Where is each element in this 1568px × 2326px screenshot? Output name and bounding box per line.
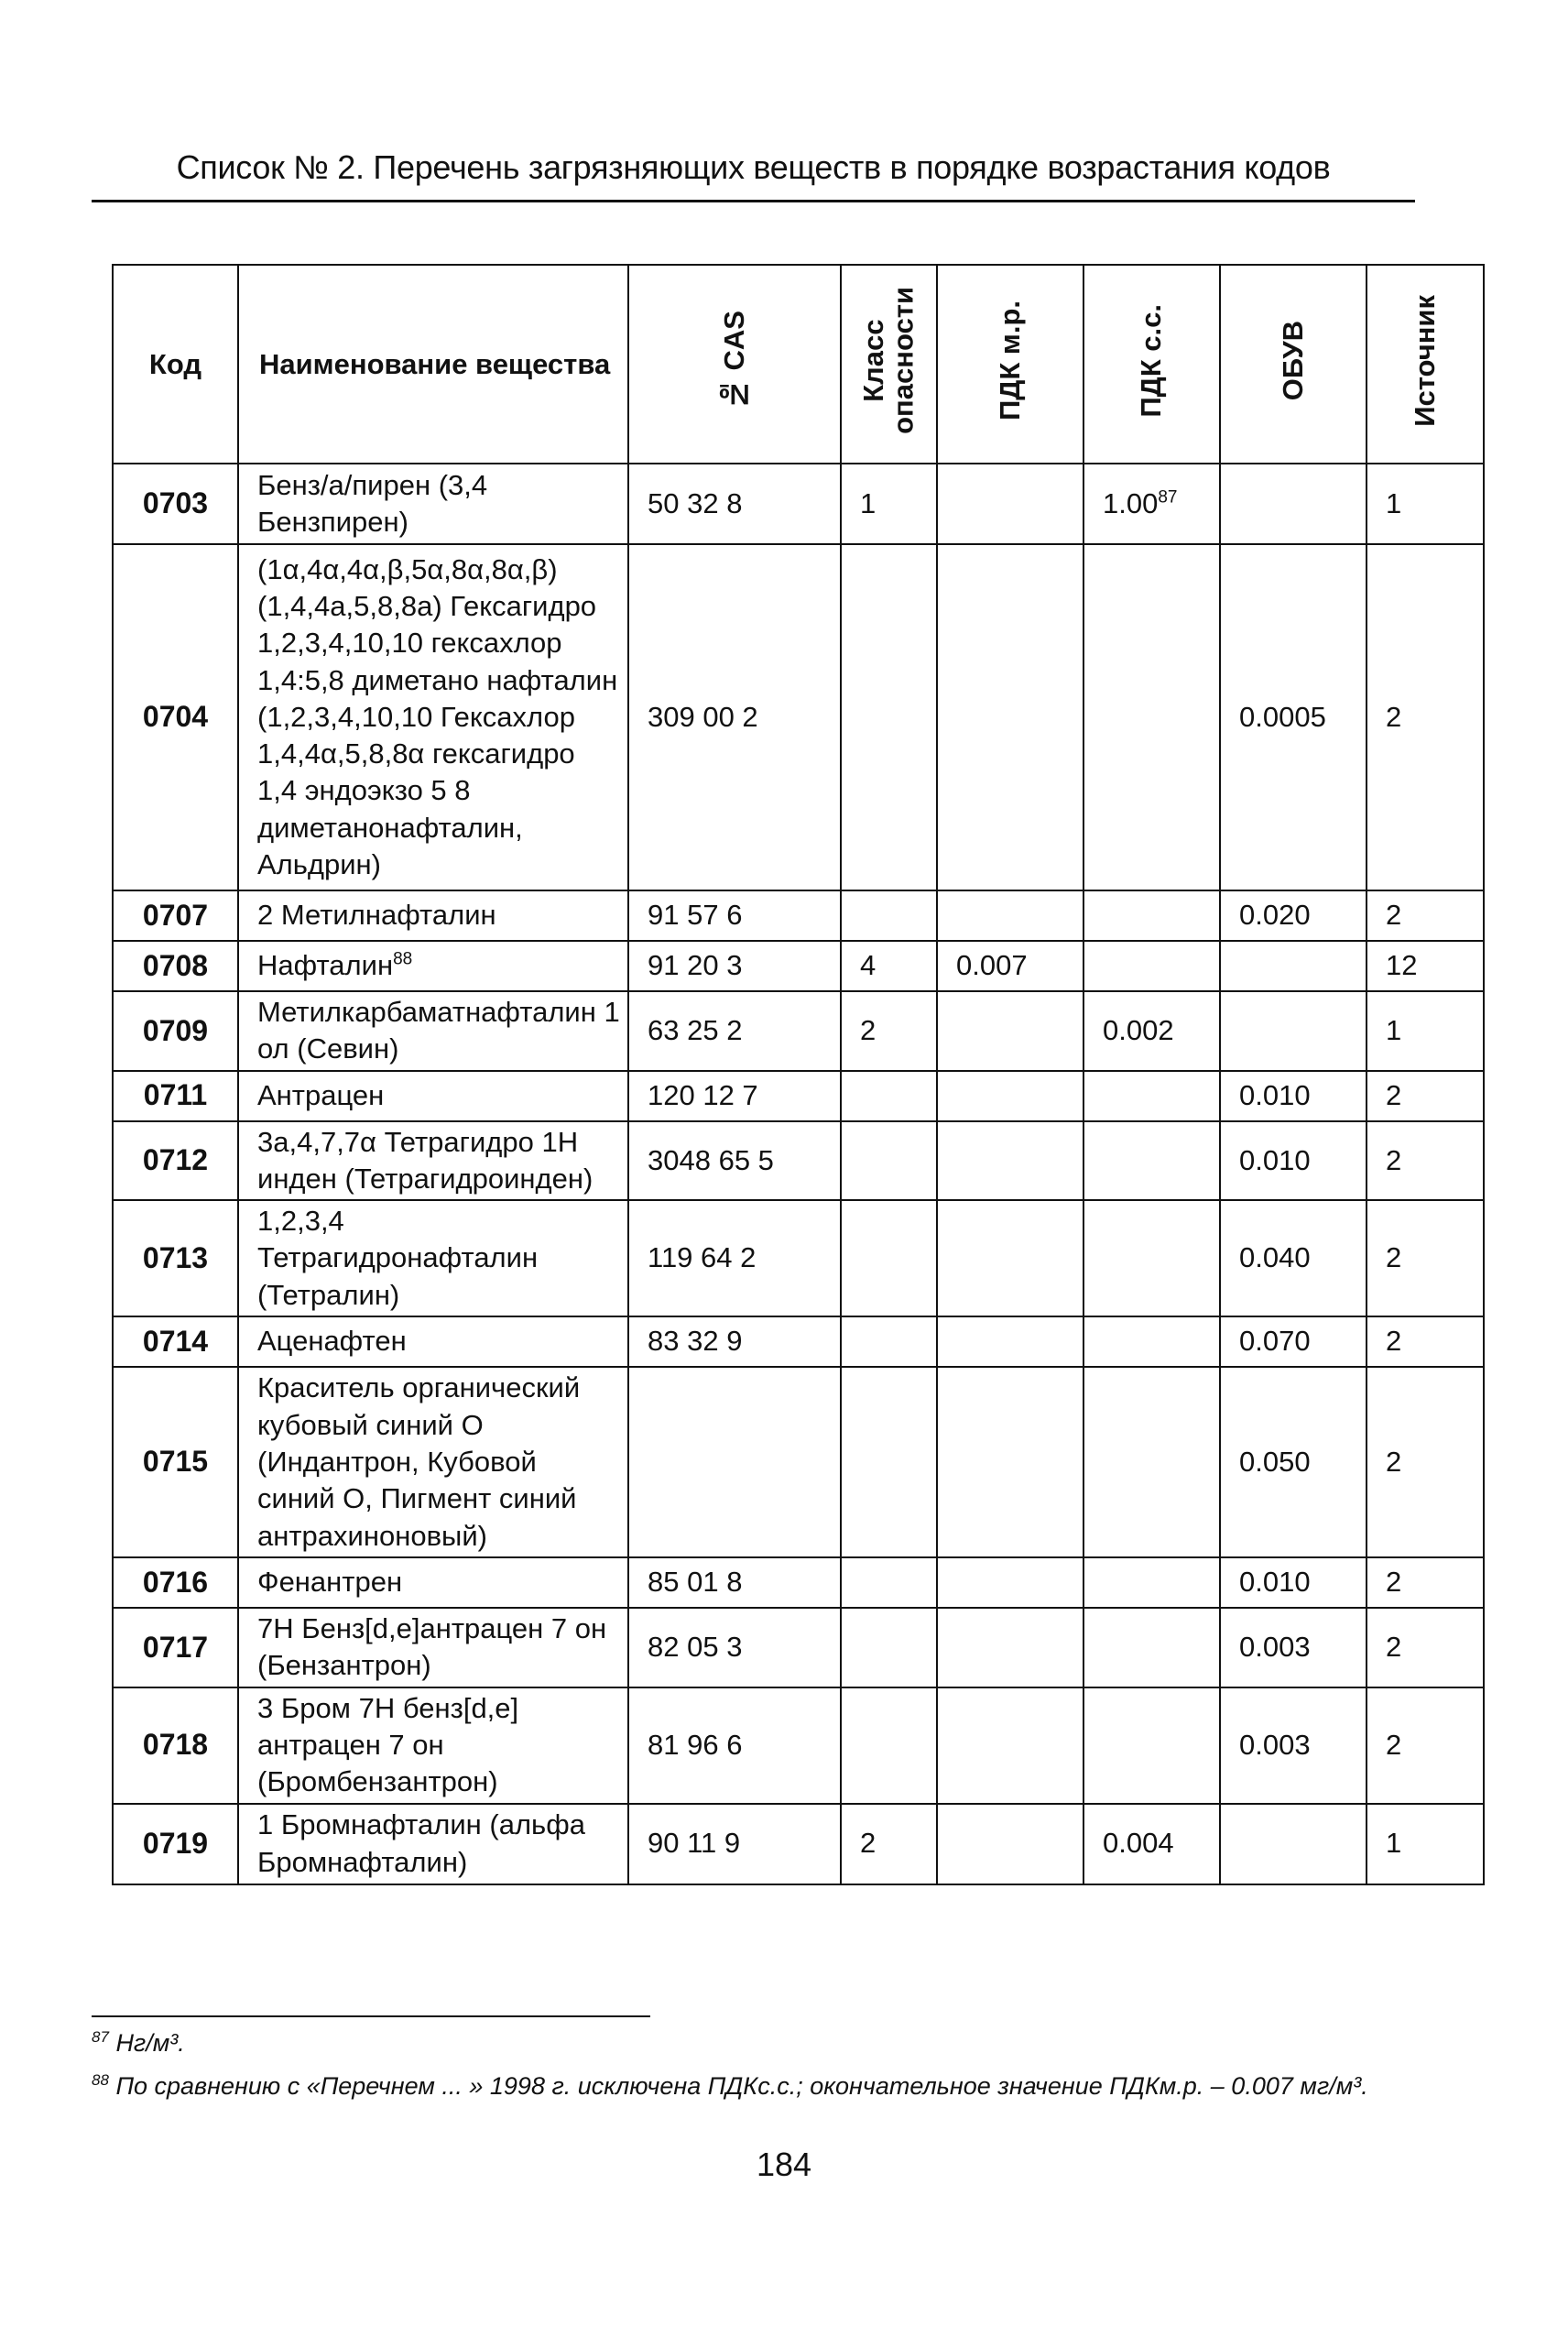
table-row	[113, 464, 1484, 544]
cell-source: 2	[1367, 890, 1484, 941]
cell-pdk-ss	[1083, 544, 1220, 890]
cell-hazard-class	[841, 1367, 937, 1557]
cell-obuv: 0.0005	[1220, 544, 1367, 890]
cell-code: 0712	[113, 1121, 238, 1201]
cell-cas: 3048 65 5	[628, 1121, 841, 1201]
cell-obuv: 0.040	[1220, 1200, 1367, 1316]
table-row	[113, 890, 1484, 941]
cell-source: 2	[1367, 1316, 1484, 1367]
cell-code: 0716	[113, 1557, 238, 1608]
table-row	[113, 1200, 1484, 1316]
cell-hazard-class: 2	[841, 1804, 937, 1884]
cell-name: 7Н Бенз[d,e]антрацен 7 он (Бензантрон)	[238, 1608, 628, 1687]
table-row	[113, 1367, 1484, 1557]
cell-pdk-mr	[937, 544, 1083, 890]
cell-source: 2	[1367, 1071, 1484, 1121]
cell-hazard-class: 1	[841, 464, 937, 544]
footnote-rule	[92, 2015, 650, 2017]
cell-pdk-ss	[1083, 1608, 1220, 1687]
cell-hazard-class: 2	[841, 991, 937, 1071]
cell-source: 12	[1367, 941, 1484, 991]
cell-source: 2	[1367, 1200, 1484, 1316]
cell-pdk-mr	[937, 1121, 1083, 1201]
cell-obuv: 0.010	[1220, 1071, 1367, 1121]
cell-hazard-class	[841, 1200, 937, 1316]
cell-obuv	[1220, 464, 1367, 544]
cell-pdk-ss: 0.004	[1083, 1804, 1220, 1884]
cell-name: 1 Бромнафталин (альфа Бромнафталин)	[238, 1804, 628, 1884]
cell-obuv: 0.010	[1220, 1121, 1367, 1201]
cell-name: Бенз/а/пирен (3,4 Бензпирен)	[238, 464, 628, 544]
cell-pdk-ss: 1.00$^{87}$	[1083, 464, 1220, 544]
cell-hazard-class	[841, 1071, 937, 1121]
table-header-row	[113, 265, 1484, 464]
cell-hazard-class	[841, 890, 937, 941]
cell-cas	[628, 1367, 841, 1557]
cell-source: 2	[1367, 1608, 1484, 1687]
cell-source: 1	[1367, 1804, 1484, 1884]
cell-name: Краситель органический кубовый синий О (Индантрон, Кубовой синий О, Пигмент синий антрахиноновый)	[238, 1367, 628, 1557]
cell-pdk-ss	[1083, 1121, 1220, 1201]
col-header-pdk-mr: ПДК м.р.	[937, 265, 1083, 464]
footnote-ref: 88	[393, 950, 413, 970]
cell-cas: 309 00 2	[628, 544, 841, 890]
cell-cas: 85 01 8	[628, 1557, 841, 1608]
cell-pdk-mr: 0.007	[937, 941, 1083, 991]
cell-hazard-class: 4	[841, 941, 937, 991]
cell-pdk-ss	[1083, 1557, 1220, 1608]
cell-cas: 81 96 6	[628, 1687, 841, 1804]
col-header-pdk-ss: ПДК с.с.	[1083, 265, 1220, 464]
cell-cas: 91 57 6	[628, 890, 841, 941]
cell-source: 2	[1367, 1367, 1484, 1557]
cell-pdk-mr	[937, 1608, 1083, 1687]
col-header-code: Код	[113, 265, 238, 464]
cell-hazard-class	[841, 1687, 937, 1804]
table-row	[113, 941, 1484, 991]
cell-code: 0717	[113, 1608, 238, 1687]
cell-pdk-mr	[937, 991, 1083, 1071]
col-header-name: Наименование вещества	[238, 265, 628, 464]
table-row	[113, 1121, 1484, 1201]
cell-code: 0703	[113, 464, 238, 544]
table-row	[113, 1608, 1484, 1687]
col-header-source: Источник	[1367, 265, 1484, 464]
cell-source: 1	[1367, 464, 1484, 544]
table-row	[113, 1071, 1484, 1121]
cell-obuv: 0.020	[1220, 890, 1367, 941]
table-row	[113, 991, 1484, 1071]
cell-name: 1,2,3,4 Тетрагидронафталин (Тетралин)	[238, 1200, 628, 1316]
footnote-87: $^{87}$ Нг/м³.	[92, 2028, 185, 2057]
cell-name: Фенантрен	[238, 1557, 628, 1608]
cell-cas: 120 12 7	[628, 1071, 841, 1121]
cell-cas: 119 64 2	[628, 1200, 841, 1316]
cell-cas: 83 32 9	[628, 1316, 841, 1367]
cell-pdk-mr	[937, 890, 1083, 941]
substances-table	[112, 264, 1485, 1885]
cell-obuv	[1220, 991, 1367, 1071]
col-header-hazard-class: Класс опасности	[841, 265, 937, 464]
cell-pdk-ss: 0.002	[1083, 991, 1220, 1071]
cell-code: 0718	[113, 1687, 238, 1804]
cell-cas: 90 11 9	[628, 1804, 841, 1884]
cell-obuv	[1220, 941, 1367, 991]
cell-source: 2	[1367, 1121, 1484, 1201]
cell-source: 2	[1367, 544, 1484, 890]
table-row	[113, 1687, 1484, 1804]
table-row	[113, 1316, 1484, 1367]
cell-pdk-ss	[1083, 890, 1220, 941]
cell-code: 0719	[113, 1804, 238, 1884]
cell-name: Метилкарбаматнафталин 1 ол (Севин)	[238, 991, 628, 1071]
cell-name: Аценафтен	[238, 1316, 628, 1367]
cell-obuv: 0.050	[1220, 1367, 1367, 1557]
cell-pdk-mr	[937, 1071, 1083, 1121]
cell-name: 2 Метилнафталин	[238, 890, 628, 941]
cell-name: Нафталин$^{88}$	[238, 941, 628, 991]
cell-code: 0707	[113, 890, 238, 941]
cell-obuv: 0.010	[1220, 1557, 1367, 1608]
cell-cas: 50 32 8	[628, 464, 841, 544]
header-rule	[92, 200, 1415, 202]
cell-hazard-class	[841, 1316, 937, 1367]
cell-pdk-ss	[1083, 1687, 1220, 1804]
cell-hazard-class	[841, 544, 937, 890]
cell-hazard-class	[841, 1557, 937, 1608]
cell-pdk-mr	[937, 1557, 1083, 1608]
cell-cas: 91 20 3	[628, 941, 841, 991]
cell-name: Антрацен	[238, 1071, 628, 1121]
cell-code: 0714	[113, 1316, 238, 1367]
page-header: Список № 2. Перечень загрязняющих веществ в порядке возрастания кодов	[176, 148, 1331, 186]
cell-pdk-mr	[937, 1687, 1083, 1804]
footnote-88: $^{88}$ По сравнению с «Перечнем ... » 1998 г. исключена ПДКс.с.; окончательное значение ПДКм.р. – 0.007 мг/м³.	[92, 2071, 1368, 2100]
cell-pdk-ss	[1083, 1071, 1220, 1121]
table-row	[113, 1557, 1484, 1608]
cell-pdk-ss	[1083, 1316, 1220, 1367]
cell-pdk-ss	[1083, 1367, 1220, 1557]
cell-pdk-mr	[937, 1200, 1083, 1316]
page-number: 184	[756, 2146, 812, 2183]
cell-code: 0708	[113, 941, 238, 991]
cell-code: 0709	[113, 991, 238, 1071]
cell-name: 3а,4,7,7α Тетрагидро 1Н инден (Тетрагидроинден)	[238, 1121, 628, 1201]
cell-pdk-mr	[937, 1316, 1083, 1367]
col-header-cas: № CAS	[628, 265, 841, 464]
cell-cas: 63 25 2	[628, 991, 841, 1071]
cell-code: 0713	[113, 1200, 238, 1316]
table-row	[113, 1804, 1484, 1884]
cell-cas: 82 05 3	[628, 1608, 841, 1687]
cell-hazard-class	[841, 1608, 937, 1687]
cell-pdk-mr	[937, 1804, 1083, 1884]
cell-pdk-mr	[937, 464, 1083, 544]
cell-pdk-ss	[1083, 941, 1220, 991]
cell-code: 0715	[113, 1367, 238, 1557]
table-row	[113, 544, 1484, 890]
cell-code: 0711	[113, 1071, 238, 1121]
col-header-obuv: ОБУВ	[1220, 265, 1367, 464]
cell-hazard-class	[841, 1121, 937, 1201]
cell-pdk-mr	[937, 1367, 1083, 1557]
cell-source: 2	[1367, 1557, 1484, 1608]
cell-source: 2	[1367, 1687, 1484, 1804]
cell-obuv: 0.070	[1220, 1316, 1367, 1367]
footnote-ref: 87	[1158, 487, 1178, 508]
cell-obuv: 0.003	[1220, 1687, 1367, 1804]
cell-code: 0704	[113, 544, 238, 890]
cell-obuv: 0.003	[1220, 1608, 1367, 1687]
cell-source: 1	[1367, 991, 1484, 1071]
cell-name: (1α,4α,4α,β,5α,8α,8α,β) (1,4,4а,5,8,8а) Гексагидро 1,2,3,4,10,10 гексахлор 1,4:5,8 диметано нафталин (1,2,3,4,10,10 Гексахлор 1,4,4α,5,8,8α гексагидро 1,4 эндоэкзо 5 8 диметанонафталин, Альдрин)	[238, 544, 628, 890]
cell-name: 3 Бром 7Н бенз[d,e] антрацен 7 он (Бромбензантрон)	[238, 1687, 628, 1804]
cell-obuv	[1220, 1804, 1367, 1884]
cell-pdk-ss	[1083, 1200, 1220, 1316]
